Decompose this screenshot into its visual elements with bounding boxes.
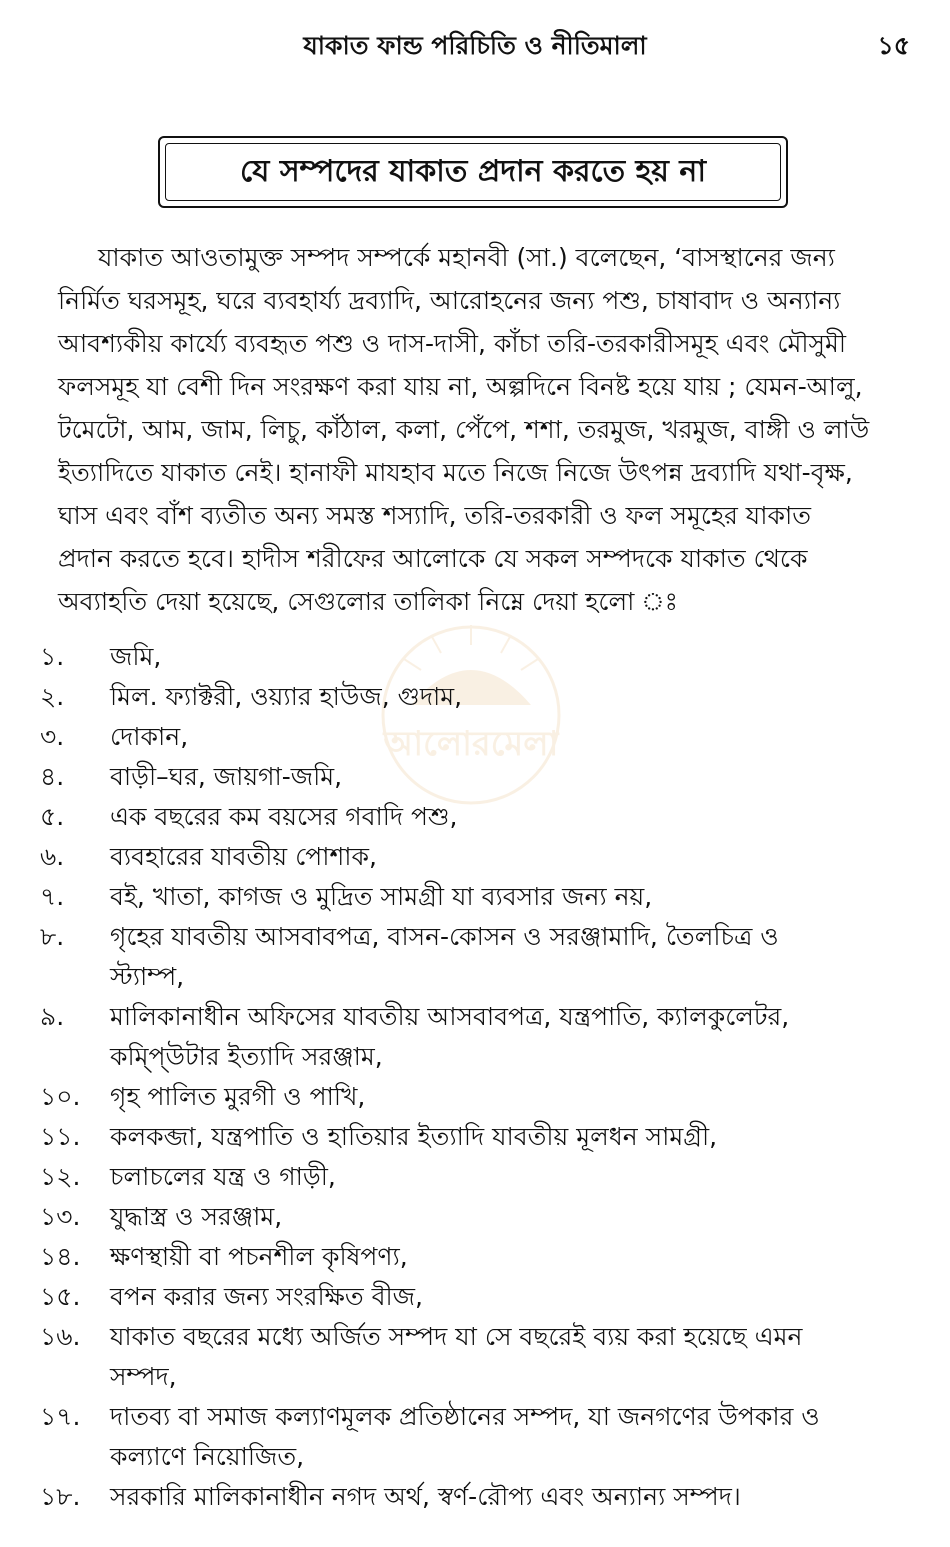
list-item-line: কলকব্জা, যন্ত্রপাতি ও হাতিয়ার ইত্যাদি যাবতীয় মূলধন সামগ্রী, bbox=[110, 1122, 718, 1151]
list-item bbox=[40, 1157, 910, 1197]
list-item-line: দোকান, bbox=[110, 722, 189, 751]
list-item bbox=[40, 1237, 910, 1277]
paragraph-line: অব্যাহতি দেয়া হয়েছে, সেগুলোর তালিকা নিম্নে দেয়া হলো ঃ bbox=[58, 587, 678, 616]
list-item bbox=[40, 677, 910, 717]
list-item-line: বপন করার জন্য সংরক্ষিত বীজ, bbox=[110, 1282, 423, 1311]
running-title: যাকাত ফান্ড পরিচিতি ও নীতিমালা bbox=[303, 31, 647, 60]
list-item-number: ১০. bbox=[40, 1082, 81, 1111]
list-item-number: ১৮. bbox=[40, 1482, 81, 1511]
list-item-line: এক বছরের কম বয়সের গবাদি পশু, bbox=[110, 802, 458, 831]
list-item-text bbox=[110, 1397, 910, 1477]
list-item bbox=[40, 797, 910, 837]
running-header bbox=[0, 0, 950, 70]
list-item-line: জমি, bbox=[110, 642, 162, 671]
paragraph-line: ইত্যাদিতে যাকাত নেই। হানাফী মাযহাব মতে নিজে নিজে উৎপন্ন দ্রব্যাদি যথা-বৃক্ষ, bbox=[58, 458, 853, 487]
list-item-number: ৯. bbox=[40, 1002, 65, 1031]
list-item-text bbox=[110, 917, 910, 997]
list-item-number: ১৭. bbox=[40, 1402, 81, 1431]
paragraph-line: টমেটো, আম, জাম, লিচু, কাঁঠাল, কলা, পেঁপে, শশা, তরমুজ, খরমুজ, বাঙ্গী ও লাউ bbox=[58, 415, 870, 444]
list-item-line: সরকারি মালিকানাধীন নগদ অর্থ, স্বর্ণ-রৌপ্য এবং অন্যান্য সম্পদ। bbox=[110, 1482, 741, 1511]
list-item bbox=[40, 1077, 910, 1117]
list-item-number: ৮. bbox=[40, 922, 65, 951]
list-item bbox=[40, 1197, 910, 1237]
list-item-number: ৩. bbox=[40, 722, 65, 751]
list-item-line: যাকাত বছরের মধ্যে অর্জিত সম্পদ যা সে বছরেই ব্যয় করা হয়েছে এমন bbox=[110, 1322, 803, 1351]
list-item-line: মালিকানাধীন অফিসের যাবতীয় আসবাবপত্র, যন্ত্রপাতি, ক্যালকুলেটর, bbox=[110, 1002, 790, 1031]
paragraph-line: প্রদান করতে হবে। হাদীস শরীফের আলোকে যে সকল সম্পদকে যাকাত থেকে bbox=[58, 544, 808, 573]
list-item-line: দাতব্য বা সমাজ কল্যাণমূলক প্রতিষ্ঠানের সম্পদ, যা জনগণের উপকার ও bbox=[110, 1402, 820, 1431]
paragraph-line: নির্মিত ঘরসমূহ, ঘরে ব্যবহার্য্য দ্রব্যাদি, আরোহনের জন্য পশু, চাষাবাদ ও অন্যান্য bbox=[58, 286, 841, 315]
list-item-text bbox=[110, 997, 910, 1077]
list-item-line: চলাচলের যন্ত্র ও গাড়ী, bbox=[110, 1162, 336, 1191]
list-item-line: গৃহ পালিত মুরগী ও পাখি, bbox=[110, 1082, 366, 1111]
list-item-line: মিল. ফ্যাক্টরী, ওয়্যার হাউজ, গুদাম, bbox=[110, 682, 463, 711]
list-item-number: ৬. bbox=[40, 842, 65, 871]
list-item-number: ১৫. bbox=[40, 1282, 81, 1311]
list-item bbox=[40, 917, 910, 997]
list-item-line: বই, খাতা, কাগজ ও মুদ্রিত সামগ্রী যা ব্যবসার জন্য নয়, bbox=[110, 882, 653, 911]
list-item bbox=[40, 1477, 910, 1517]
list-item bbox=[40, 637, 910, 677]
page-number: ১৫ bbox=[877, 31, 910, 60]
list-item-text bbox=[110, 1277, 910, 1317]
list-item bbox=[40, 877, 910, 917]
list-item-line: সম্পদ, bbox=[110, 1362, 177, 1391]
list-item bbox=[40, 1317, 910, 1397]
list-item bbox=[40, 757, 910, 797]
intro-paragraph bbox=[58, 236, 910, 623]
paragraph-line: যাকাত আওতামুক্ত সম্পদ সম্পর্কে মহানবী (সা.) বলেছেন, ‘বাসস্থানের জন্য bbox=[98, 243, 835, 272]
watermark-text: আলোরমেলা bbox=[383, 724, 559, 764]
list-item-text bbox=[110, 1237, 910, 1277]
list-item-number: ৫. bbox=[40, 802, 65, 831]
list-item-text bbox=[110, 637, 910, 677]
list-item-text bbox=[110, 877, 910, 917]
list-item-line: স্ট্যাম্প, bbox=[110, 962, 185, 991]
list-item-text bbox=[110, 837, 910, 877]
list-item-text bbox=[110, 1477, 910, 1517]
list-item-text bbox=[110, 1117, 910, 1157]
list-item-number: ১. bbox=[40, 642, 65, 671]
list-item-text bbox=[110, 717, 910, 757]
paragraph-line: ফলসমূহ যা বেশী দিন সংরক্ষণ করা যায় না, অল্পদিনে বিনষ্ট হয়ে যায় ; যেমন-আলু, bbox=[58, 372, 863, 401]
list-item-number: ১১. bbox=[40, 1122, 81, 1151]
list-item bbox=[40, 1117, 910, 1157]
list-item bbox=[40, 1277, 910, 1317]
list-item bbox=[40, 837, 910, 877]
list-item-number: ১২. bbox=[40, 1162, 81, 1191]
list-item bbox=[40, 1397, 910, 1477]
section-title: যে সম্পদের যাকাত প্রদান করতে হয় না bbox=[165, 143, 781, 201]
paragraph-line: ঘাস এবং বাঁশ ব্যতীত অন্য সমস্ত শস্যাদি, তরি-তরকারী ও ফল সমূহের যাকাত bbox=[58, 501, 811, 530]
list-item-number: ১৩. bbox=[40, 1202, 81, 1231]
list-item-text bbox=[110, 797, 910, 837]
list-item-line: কল্যাণে নিয়োজিত, bbox=[110, 1442, 305, 1471]
list-item-line: ব্যবহারের যাবতীয় পোশাক, bbox=[110, 842, 377, 871]
list-item-line: বাড়ী–ঘর, জায়গা-জমি, bbox=[110, 762, 343, 791]
list-item-line: ক্ষণস্থায়ী বা পচনশীল কৃষিপণ্য, bbox=[110, 1242, 408, 1271]
list-item-number: ৪. bbox=[40, 762, 65, 791]
list-item-text bbox=[110, 757, 910, 797]
section-title-frame bbox=[158, 136, 788, 208]
list-item-number: ২. bbox=[40, 682, 65, 711]
list-item-line: কম্পি্উটার ইত্যাদি সরঞ্জাম, bbox=[110, 1042, 383, 1071]
list-item-line: যুদ্ধাস্ত্র ও সরঞ্জাম, bbox=[110, 1202, 283, 1231]
list-item-text bbox=[110, 1197, 910, 1237]
list-item-number: ১৬. bbox=[40, 1322, 81, 1351]
paragraph-line: আবশ্যকীয় কার্য্যে ব্যবহৃত পশু ও দাস-দাসী, কাঁচা তরি-তরকারীসমূহ এবং মৌসুমী bbox=[58, 329, 847, 358]
list-item-text bbox=[110, 1317, 910, 1397]
list-item-text bbox=[110, 677, 910, 717]
list-item-number: ১৪. bbox=[40, 1242, 81, 1271]
list-item-line: গৃহের যাবতীয় আসবাবপত্র, বাসন-কোসন ও সরঞ্জামাদি, তৈলচিত্র ও bbox=[110, 922, 779, 951]
list-item-number: ৭. bbox=[40, 882, 65, 911]
list-item bbox=[40, 997, 910, 1077]
exempt-assets-list bbox=[40, 637, 910, 1517]
list-item-text bbox=[110, 1157, 910, 1197]
list-item-text bbox=[110, 1077, 910, 1117]
list-item bbox=[40, 717, 910, 757]
